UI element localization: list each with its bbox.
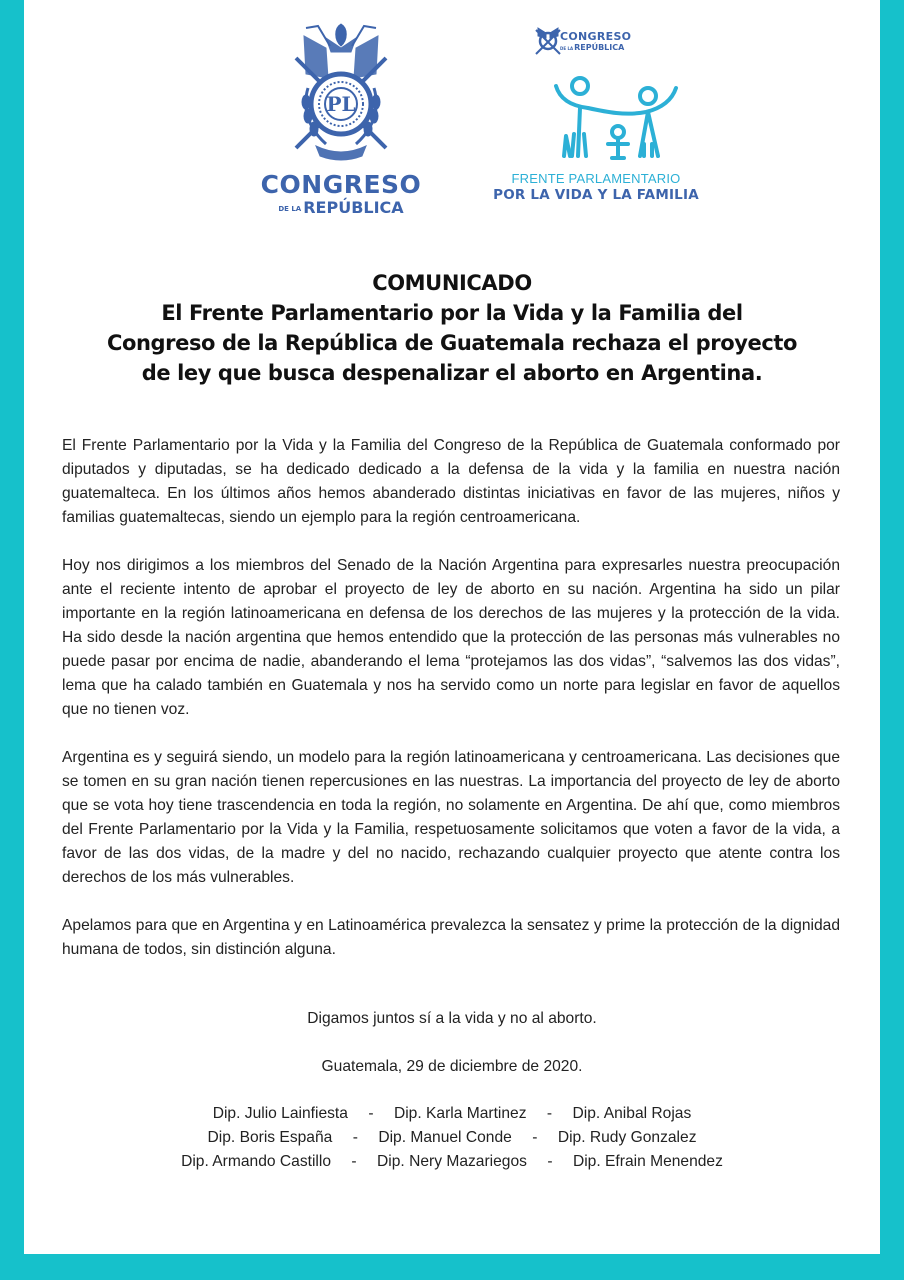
separator: - (368, 1105, 374, 1122)
congreso-wordmark: CONGRESO (260, 170, 422, 199)
congreso-logo (256, 18, 426, 218)
mini-republica-text: REPÚBLICA (574, 43, 625, 52)
paragraph-4: Apelamos para que en Argentina y en Latinoamérica prevalezca la sensatez y prime la protección de la dignidad humana de todos, sin distinción alguna. (62, 917, 840, 958)
document-page (24, 0, 880, 1254)
svg-text:PL: PL (326, 92, 356, 116)
signer-name: Dip. Armando Castillo (181, 1153, 332, 1170)
signer-name: Dip. Boris España (207, 1129, 333, 1146)
separator: - (352, 1129, 358, 1146)
signer-name: Dip. Anibal Rojas (572, 1105, 692, 1122)
title-line-2: El Frente Parlamentario por la Vida y la Familia del (161, 301, 743, 325)
signer-name: Dip. Karla Martinez (393, 1105, 527, 1122)
signer-name: Dip. Rudy Gonzalez (557, 1129, 697, 1146)
signer-row (24, 1153, 880, 1177)
signer-name: Dip. Nery Mazariegos (377, 1153, 527, 1170)
communique-title (64, 268, 840, 388)
vida-familia-text: POR LA VIDA Y LA FAMILIA (493, 187, 699, 203)
coat-of-arms-icon (256, 18, 426, 168)
signer-name: Dip. Julio Lainfiesta (212, 1105, 348, 1122)
republica-wordmark (256, 198, 426, 217)
republica-text: REPÚBLICA (303, 198, 404, 217)
closing-slogan: Digamos juntos sí a la vida y no al aborto. (307, 1010, 597, 1027)
title-line-3: Congreso de la República de Guatemala rechaza el proyecto (106, 331, 798, 355)
separator: - (532, 1129, 538, 1146)
mini-republica-wordmark (560, 43, 624, 52)
title-line-4: de ley que busca despenalizar el aborto en Argentina. (141, 361, 763, 385)
signer-row (24, 1105, 880, 1129)
paragraph-1: El Frente Parlamentario por la Vida y la Familia del Congreso de la República de Guatemala conformado por diputados y diputadas, se ha dedicado dedicado a la defensa de la vida y la familia en nuestra nación guatemalteca. En los últimos años hemos abanderado distintas iniciativas en favor de las mujeres, niños y familias guatemaltecas, siendo un ejemplo para la región centroamericana. (62, 437, 840, 526)
separator: - (547, 1153, 553, 1170)
mini-congreso-wordmark: CONGRESO (560, 30, 632, 43)
signer-name: Dip. Efrain Menendez (572, 1153, 723, 1170)
separator: - (351, 1153, 357, 1170)
paragraph-3: Argentina es y seguirá siendo, un modelo para la región latinoamericana y centroamericana. Las decisiones que se tomen en su gran nación tienen repercusiones en las nuestras. La importancia del proyecto de ley de aborto que se vota hoy tiene trascendencia en toda la región, no solamente en Argentina. De ahí que, como miembros del Frente Parlamentario por la Vida y la Familia, respetuosamente solicitamos que voten a favor de la vida, a favor de las dos vidas, de la madre y del no nacido, rechazando cualquier proyecto que atente contra los derechos de los más vulnerables. (62, 749, 840, 886)
place-date: Guatemala, 29 de diciembre de 2020. (321, 1058, 583, 1075)
communique-body (62, 434, 840, 986)
title-line-1: COMUNICADO (372, 271, 532, 295)
separator: - (546, 1105, 553, 1122)
signer-row (24, 1129, 880, 1153)
mini-de-la-wordmark: DE LA (560, 46, 574, 51)
frente-parlamentario-text: FRENTE PARLAMENTARIO (511, 171, 681, 186)
paragraph-2: Hoy nos dirigimos a los miembros del Senado de la Nación Argentina para expresarles nuestra preocupación ante el reciente intento de aprobar el proyecto de ley de aborto en su nación. Argentina ha sido un pilar importante en la región latinoamericana en defensa de los derechos de las mujeres y la protección de la vida. Ha sido desde la nación argentina que hemos entendido que la protección de las personas más vulnerables no puede pasar por encima de nadie, abanderando el lema “protejamos las dos vidas”, “salvemos las dos vidas”, lema que ha calado también en Guatemala y nos ha servido como un norte para legislar en favor de aquellos que no tienen voz. (62, 557, 840, 718)
signer-name: Dip. Manuel Conde (378, 1129, 512, 1146)
de-la-wordmark: DE LA (278, 204, 302, 213)
frente-parlamentario-logo (476, 24, 716, 214)
